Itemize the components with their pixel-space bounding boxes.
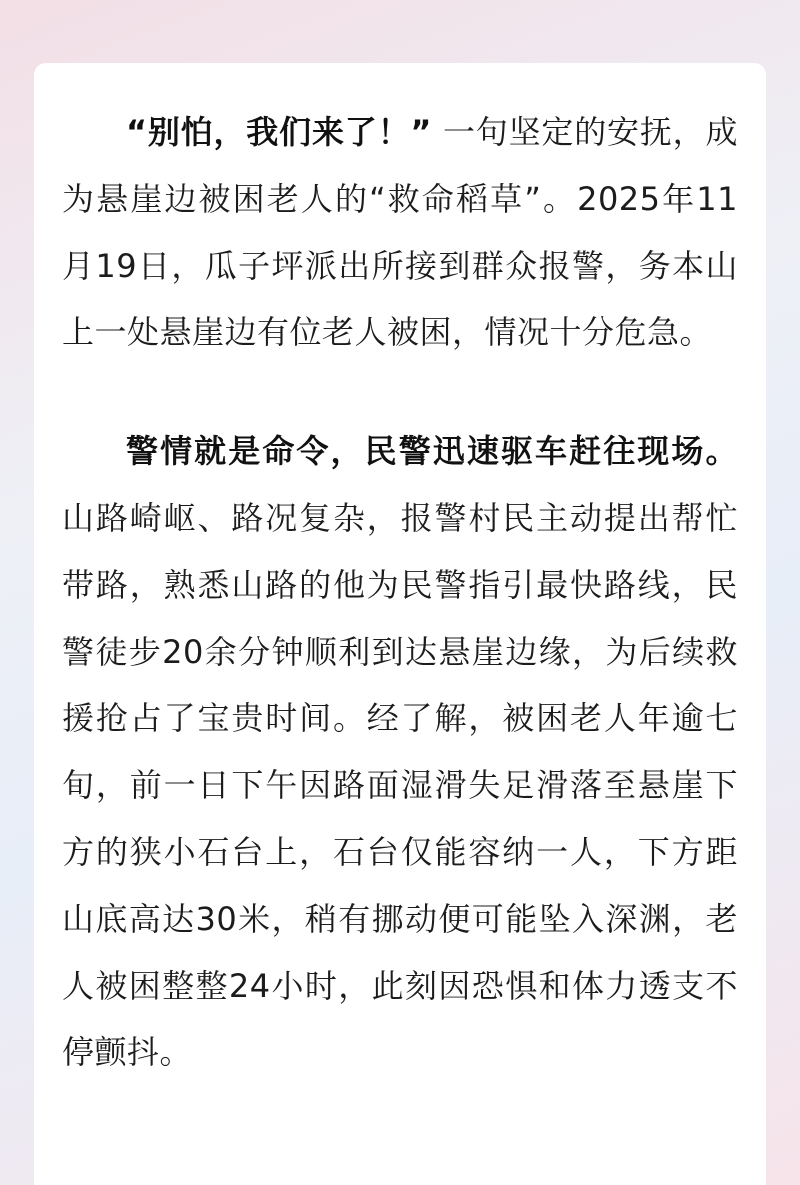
article-card <box>34 63 766 1185</box>
paragraph-lead: 警情就是命令，民警迅速驱车赶往现场。 <box>126 432 738 471</box>
paragraph-text: 山路崎岖、路况复杂，报警村民主动提出帮忙带路，熟悉山路的他为民警指引最快路线，民警徒步20余分钟顺利到达悬崖边缘，为后续救援抢占了宝贵时间。经了解，被困老人年逾七旬，前一日下午因路面湿滑失足滑落至悬崖下方的狭小石台上，石台仅能容纳一人，下方距山底高达30米，稍有挪动便可能坠入深渊，老人被困整整24小时，此刻因恐惧和体力透支不停颤抖。 <box>62 498 738 1072</box>
article-paragraph-1 <box>62 99 738 366</box>
paragraph-lead: “别怕，我们来了！” <box>126 113 432 151</box>
paragraph-text: 一句坚定的安抚，成为悬崖边被困老人的“救命稻草”。2025年11月19日，瓜子坪派出所接到群众报警，务本山上一处悬崖边有位老人被困，情况十分危急。 <box>62 113 738 352</box>
article-paragraph-2 <box>62 418 738 1086</box>
